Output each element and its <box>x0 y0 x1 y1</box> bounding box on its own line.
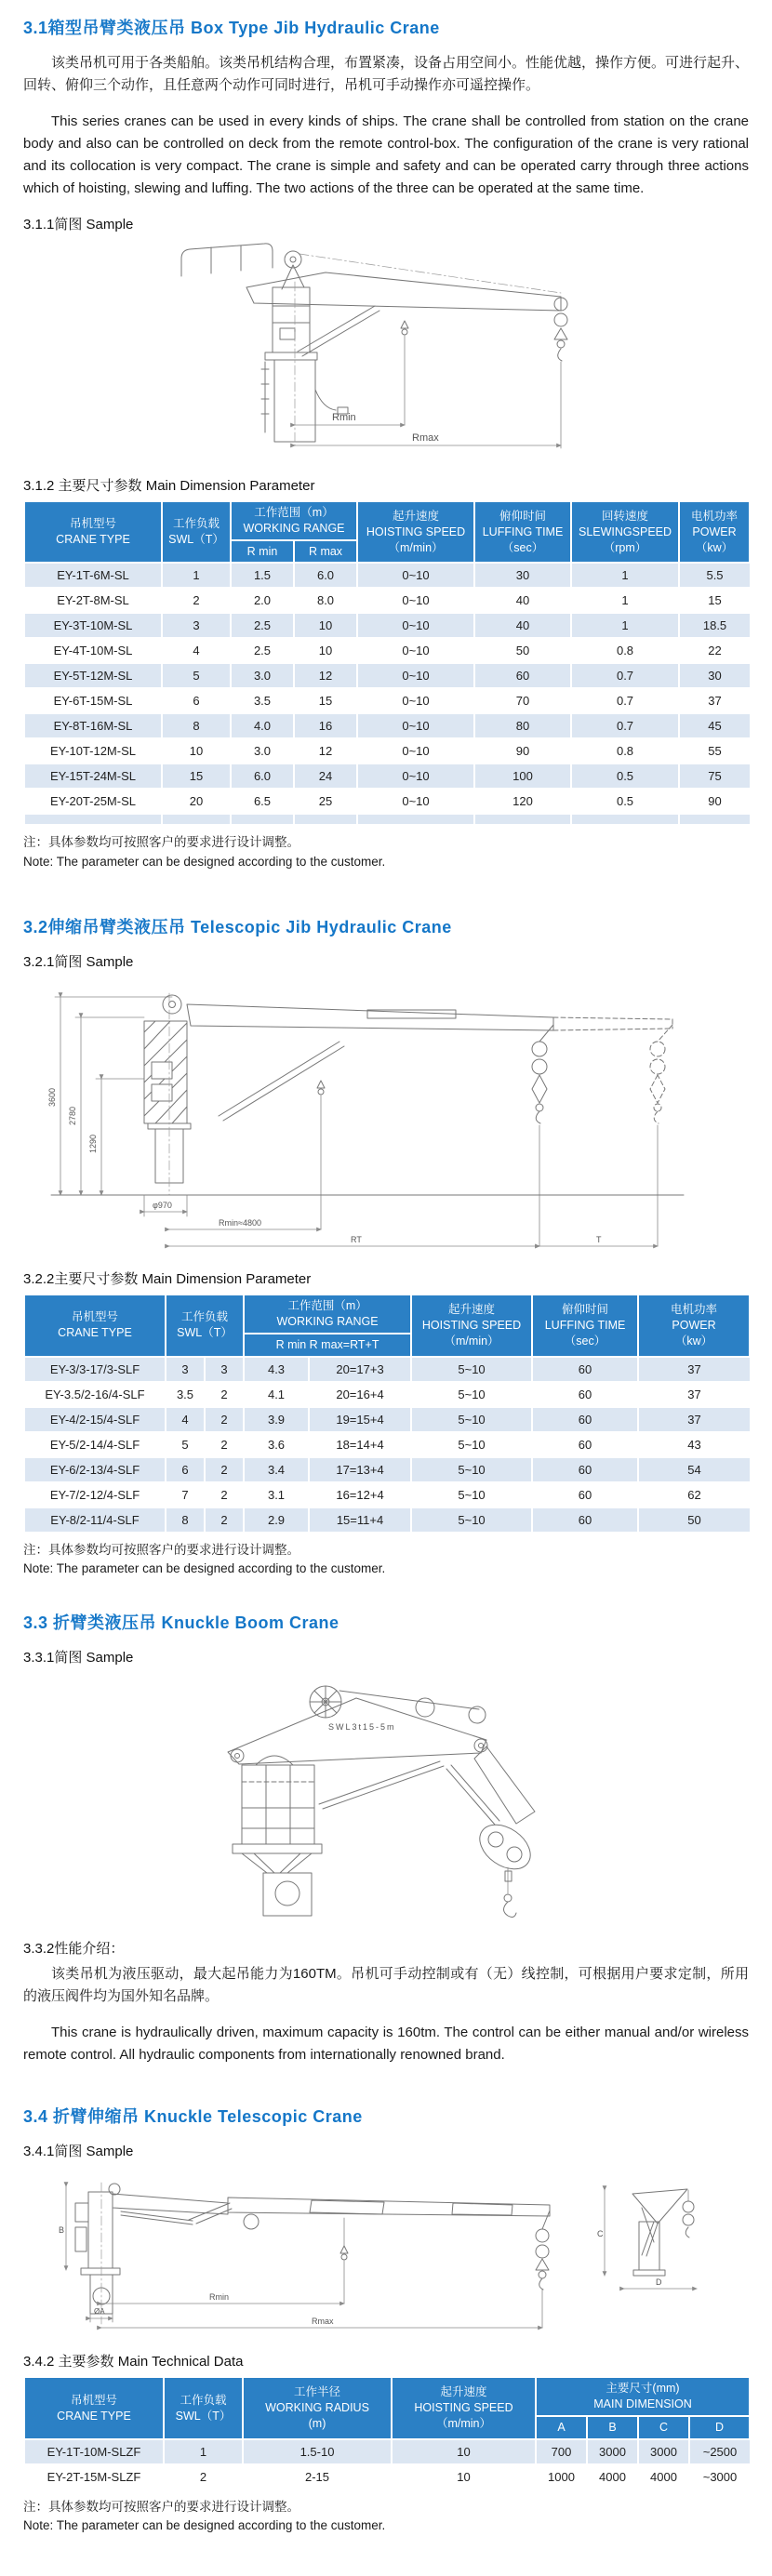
table-cell: 75 <box>679 764 750 789</box>
table-cell: EY-6/2-13/4-SLF <box>24 1457 166 1482</box>
table-row <box>24 1482 750 1507</box>
table-cell: 3.0 <box>231 738 294 764</box>
dim-label-2780: 2780 <box>68 1106 77 1125</box>
table-row <box>24 789 750 814</box>
table-cell: 3.1 <box>244 1482 309 1507</box>
section-3-2-title: 3.2伸缩吊臂类液压吊 Telescopic Jib Hydraulic Crane <box>23 917 452 936</box>
table-cell: 2 <box>162 588 231 613</box>
table-row <box>24 588 750 613</box>
table-cell: 15 <box>679 588 750 613</box>
table-cell: 0~10 <box>357 588 474 613</box>
table-cell: 15=11+4 <box>309 1507 411 1532</box>
table-cell: 2 <box>205 1432 244 1457</box>
dim-label-3600: 3600 <box>47 1087 57 1107</box>
table-cell: EY-6T-15M-SL <box>24 688 162 713</box>
telescopic-parameter-table-container <box>23 1294 749 1532</box>
table-cell: 19=15+4 <box>309 1407 411 1432</box>
boom-swl-label: SWL3t15-5m <box>328 1722 396 1733</box>
section-3-1-paragraph-en: This series cranes can be used in every kinds of ships. The crane shall be controlled from station on the crane body and also can be controlled on deck from the remote control-box. The configuration of the crane is very rational and its collocation is very compact. The crane is simple and safety and can be operated carry through three actions which of hoisting, slewing and luffing. The two actions of the three can be operated at the same time. <box>23 113 749 197</box>
note-3-1 <box>23 833 749 871</box>
section-3-4-1-heading: 3.4.1简图 Sample <box>23 2144 134 2160</box>
table-header-cell: 工作负载 SWL（T） <box>166 1295 244 1357</box>
section-3-4-2-heading: 3.4.2 主要参数 Main Technical Data <box>23 2354 244 2370</box>
table-cell: 0~10 <box>357 613 474 638</box>
table-cell: 10 <box>392 2439 536 2464</box>
parameter-table <box>23 500 751 825</box>
table-cell: 2 <box>205 1457 244 1482</box>
table-row <box>24 563 750 588</box>
table-cell: 0~10 <box>357 764 474 789</box>
table-cell: 120 <box>474 789 571 814</box>
knuckle-boom-crane-drawing <box>116 1672 600 1925</box>
table-row <box>24 2439 750 2464</box>
table-cell: 2 <box>205 1407 244 1432</box>
table-cell: EY-2T-15M-SLZF <box>24 2464 164 2489</box>
table-header-cell: B <box>587 2416 638 2439</box>
knuckle-telescopic-parameter-table-container <box>23 2376 749 2489</box>
parameter-table <box>23 1294 751 1532</box>
table-cell: 4.1 <box>244 1382 309 1407</box>
table-cell: 15 <box>294 688 357 713</box>
table-cell: 4000 <box>587 2464 638 2489</box>
table-cell: 50 <box>638 1507 750 1532</box>
table-cell: 0~10 <box>357 563 474 588</box>
table-cell: 37 <box>638 1407 750 1432</box>
table-header-cell: 起升速度 HOISTING SPEED （m/min） <box>357 501 474 564</box>
table-cell: 0~10 <box>357 789 474 814</box>
table-cell: 25 <box>294 789 357 814</box>
table-cell: 4.0 <box>231 713 294 738</box>
table-row <box>24 1507 750 1532</box>
table-header-cell: 工作范围（m） WORKING RANGE <box>231 501 357 540</box>
table-cell: 7 <box>166 1482 205 1507</box>
table-cell: EY-1T-10M-SLZF <box>24 2439 164 2464</box>
table-cell: 40 <box>474 613 571 638</box>
table-cell: EY-2T-8M-SL <box>24 588 162 613</box>
table-cell: 0~10 <box>357 738 474 764</box>
table-cell: 0~10 <box>357 638 474 663</box>
table-row <box>24 713 750 738</box>
table-cell: 4000 <box>638 2464 689 2489</box>
table-cell: 100 <box>474 764 571 789</box>
dim-label-rmax4: Rmax <box>312 2317 334 2327</box>
table-cell: 3.6 <box>244 1432 309 1457</box>
table-header-cell: 吊机型号 CRANE TYPE <box>24 2377 164 2439</box>
note-3-1-en: Note: The parameter can be designed according to the customer. <box>23 854 386 869</box>
table-cell: 2 <box>205 1382 244 1407</box>
telescopic-jib-crane-drawing <box>33 976 739 1255</box>
table-cell: 2.9 <box>244 1507 309 1532</box>
table-cell: 0.8 <box>571 738 679 764</box>
table-cell: 20=16+4 <box>309 1382 411 1407</box>
section-3-1-title: 3.1箱型吊臂类液压吊 Box Type Jib Hydraulic Crane <box>23 19 440 37</box>
table-cell: ~3000 <box>689 2464 750 2489</box>
table-cell: 10 <box>162 738 231 764</box>
table-row <box>24 688 750 713</box>
table-cell: 3.0 <box>231 663 294 688</box>
table-header-cell: 工作负载 SWL（T） <box>162 501 231 564</box>
table-cell: 6 <box>166 1457 205 1482</box>
table-header-cell: 工作负载 SWL（T） <box>164 2377 243 2439</box>
parameter-table <box>23 2376 751 2489</box>
table-cell: EY-3.5/2-16/4-SLF <box>24 1382 166 1407</box>
table-cell: EY-20T-25M-SL <box>24 789 162 814</box>
section-3-3-title: 3.3 折臂类液压吊 Knuckle Boom Crane <box>23 1613 339 1633</box>
note-3-2-en: Note: The parameter can be designed according to the customer. <box>23 1560 386 1575</box>
table-cell: 43 <box>638 1432 750 1457</box>
table-cell: 3 <box>162 613 231 638</box>
table-row <box>24 613 750 638</box>
table-cell: 45 <box>679 713 750 738</box>
table-row <box>24 638 750 663</box>
table-cell: 55 <box>679 738 750 764</box>
dim-label-b: B <box>59 2225 65 2236</box>
table-row <box>24 1407 750 1432</box>
table-row <box>24 814 750 824</box>
table-cell: 2-15 <box>243 2464 392 2489</box>
table-cell: 2.5 <box>231 638 294 663</box>
table-cell: 90 <box>474 738 571 764</box>
table-cell: 5~10 <box>411 1357 532 1382</box>
section-3-3-1-heading: 3.3.1简图 Sample <box>23 1650 134 1666</box>
box-jib-parameter-table-container <box>23 500 749 825</box>
table-header-cell: A <box>536 2416 587 2439</box>
section-3-1-2-heading: 3.1.2 主要尺寸参数 Main Dimension Parameter <box>23 477 315 494</box>
table-cell: 0~10 <box>357 663 474 688</box>
table-cell: 10 <box>294 638 357 663</box>
table-header-cell: 吊机型号 CRANE TYPE <box>24 501 162 564</box>
table-cell <box>24 814 162 824</box>
table-cell: EY-10T-12M-SL <box>24 738 162 764</box>
table-cell: 3.5 <box>231 688 294 713</box>
table-cell <box>571 814 679 824</box>
dim-label-rmin: Rmin <box>332 411 356 423</box>
dim-label-1290: 1290 <box>88 1134 98 1153</box>
table-cell: 5 <box>166 1432 205 1457</box>
table-row <box>24 1357 750 1382</box>
dim-label-base-dia4: ØA <box>94 2307 105 2317</box>
table-cell: 2 <box>164 2464 243 2489</box>
table-cell: EY-8/2-11/4-SLF <box>24 1507 166 1532</box>
table-cell: 37 <box>638 1357 750 1382</box>
section-3-3-paragraph-en: This crane is hydraulically driven, maximum capacity is 160tm. The control can be either manual and/or wireless remote control. All hydraulic components from internationally renowned brand. <box>23 2024 749 2063</box>
dim-label-t: T <box>596 1234 602 1244</box>
table-cell: 1 <box>571 613 679 638</box>
table-cell: EY-4/2-15/4-SLF <box>24 1407 166 1432</box>
table-cell: 16=12+4 <box>309 1482 411 1507</box>
table-cell: 62 <box>638 1482 750 1507</box>
table-cell: 0.7 <box>571 688 679 713</box>
dim-label-base-dia: φ970 <box>153 1200 172 1210</box>
note-3-2 <box>23 1541 749 1579</box>
table-cell: EY-5/2-14/4-SLF <box>24 1432 166 1457</box>
table-cell: ~2500 <box>689 2439 750 2464</box>
table-header-cell: 俯仰时间 LUFFING TIME （sec） <box>474 501 571 564</box>
table-cell: 54 <box>638 1457 750 1482</box>
dim-label-d: D <box>656 2277 662 2288</box>
table-cell: 2 <box>205 1482 244 1507</box>
table-cell: 1.5-10 <box>243 2439 392 2464</box>
table-cell: 60 <box>532 1507 638 1532</box>
table-header-cell: R min R max=RT+T <box>244 1334 411 1357</box>
table-cell: 2 <box>205 1507 244 1532</box>
table-row <box>24 1382 750 1407</box>
table-header-cell: 主要尺寸(mm) MAIN DIMENSION <box>536 2377 750 2416</box>
table-cell: 700 <box>536 2439 587 2464</box>
table-cell: 1 <box>571 563 679 588</box>
table-cell: 1 <box>164 2439 243 2464</box>
table-cell: 60 <box>532 1357 638 1382</box>
table-cell: 60 <box>474 663 571 688</box>
table-cell: EY-1T-6M-SL <box>24 563 162 588</box>
table-cell: 90 <box>679 789 750 814</box>
table-row <box>24 1432 750 1457</box>
section-3-3-paragraph-cn: 该类吊机为液压驱动，最大起吊能力为160TM。吊机可手动控制或有（无）线控制，可根据用户要求定制，所用的液压阀件均为国外知名品牌。 <box>23 1966 749 2005</box>
dim-label-rmax: Rmax <box>412 432 439 444</box>
table-cell: 3 <box>166 1357 205 1382</box>
table-cell: 3 <box>205 1357 244 1382</box>
table-cell <box>474 814 571 824</box>
table-cell: 1 <box>162 563 231 588</box>
table-cell: 2.0 <box>231 588 294 613</box>
box-jib-crane-drawing <box>126 239 609 462</box>
table-cell: 12 <box>294 663 357 688</box>
table-row <box>24 738 750 764</box>
table-header-cell: R min <box>231 540 294 564</box>
table-cell: 2.5 <box>231 613 294 638</box>
table-cell: 37 <box>638 1382 750 1407</box>
table-cell: 60 <box>532 1482 638 1507</box>
table-cell: 10 <box>392 2464 536 2489</box>
table-cell: 37 <box>679 688 750 713</box>
section-3-3-2-heading: 3.3.2性能介绍： <box>23 1941 125 1958</box>
table-cell <box>231 814 294 824</box>
table-cell: 0.7 <box>571 713 679 738</box>
dim-label-c: C <box>597 2229 604 2239</box>
table-cell: 20=17+3 <box>309 1357 411 1382</box>
table-cell: 0~10 <box>357 713 474 738</box>
table-cell: 16 <box>294 713 357 738</box>
section-3-1-paragraph-cn: 该类吊机可用于各类船舶。该类吊机结构合理，布置紧凑，设备占用空间小。性能优越，操作方便。可进行起升、回转、俯仰三个动作，且任意两个动作可同时进行，吊机可手动操作亦可遥控操作。 <box>23 55 750 94</box>
table-cell: 20 <box>162 789 231 814</box>
table-cell: EY-3/3-17/3-SLF <box>24 1357 166 1382</box>
table-cell: 3000 <box>587 2439 638 2464</box>
table-cell: 5~10 <box>411 1432 532 1457</box>
table-cell: 8 <box>166 1507 205 1532</box>
table-cell: 6 <box>162 688 231 713</box>
table-row <box>24 2464 750 2489</box>
table-cell: 10 <box>294 613 357 638</box>
table-cell: EY-7/2-12/4-SLF <box>24 1482 166 1507</box>
section-3-4-title: 3.4 折臂伸缩吊 Knuckle Telescopic Crane <box>23 2107 363 2127</box>
table-cell: 3.4 <box>244 1457 309 1482</box>
table-cell: 8 <box>162 713 231 738</box>
table-cell: 80 <box>474 713 571 738</box>
note-3-4-en: Note: The parameter can be designed according to the customer. <box>23 2518 386 2533</box>
table-header-cell: 电机功率 POWER （kw） <box>679 501 750 564</box>
table-cell: 3000 <box>638 2439 689 2464</box>
table-row <box>24 663 750 688</box>
knuckle-telescopic-crane-drawing <box>33 2166 739 2338</box>
table-header-cell: 工作范围（m） WORKING RANGE <box>244 1295 411 1334</box>
table-header-cell: 起升速度 HOISTING SPEED （m/min） <box>392 2377 536 2439</box>
table-cell: 17=13+4 <box>309 1457 411 1482</box>
table-cell: 0.8 <box>571 638 679 663</box>
table-cell: 22 <box>679 638 750 663</box>
table-cell: 5.5 <box>679 563 750 588</box>
table-cell: 60 <box>532 1457 638 1482</box>
table-cell: 1 <box>571 588 679 613</box>
table-cell: EY-5T-12M-SL <box>24 663 162 688</box>
table-cell: 0~10 <box>357 688 474 713</box>
note-3-2-cn: 注：具体参数均可按照客户的要求进行设计调整。 <box>23 1542 299 1557</box>
table-cell: 15 <box>162 764 231 789</box>
table-header-cell: D <box>689 2416 750 2439</box>
table-cell: 4.3 <box>244 1357 309 1382</box>
table-cell: 4 <box>162 638 231 663</box>
table-cell <box>679 814 750 824</box>
table-header-cell: C <box>638 2416 689 2439</box>
table-cell: 18.5 <box>679 613 750 638</box>
table-cell: 60 <box>532 1382 638 1407</box>
table-header-cell: R max <box>294 540 357 564</box>
table-cell: 6.0 <box>294 563 357 588</box>
table-cell: 3.5 <box>166 1382 205 1407</box>
section-3-2-1-heading: 3.2.1简图 Sample <box>23 953 134 970</box>
table-cell: 6.5 <box>231 789 294 814</box>
table-cell: EY-8T-16M-SL <box>24 713 162 738</box>
table-cell: 1000 <box>536 2464 587 2489</box>
table-cell: 5 <box>162 663 231 688</box>
table-cell: 3.9 <box>244 1407 309 1432</box>
table-cell: 6.0 <box>231 764 294 789</box>
dim-label-rmin4: Rmin <box>209 2292 230 2303</box>
table-cell: 0.7 <box>571 663 679 688</box>
table-cell: 4 <box>166 1407 205 1432</box>
table-cell: EY-4T-10M-SL <box>24 638 162 663</box>
table-cell: 24 <box>294 764 357 789</box>
table-cell: 60 <box>532 1407 638 1432</box>
table-cell: EY-15T-24M-SL <box>24 764 162 789</box>
table-cell: 70 <box>474 688 571 713</box>
section-3-2-2-heading: 3.2.2主要尺寸参数 Main Dimension Parameter <box>23 1270 312 1287</box>
table-cell: 5~10 <box>411 1457 532 1482</box>
table-cell: 5~10 <box>411 1407 532 1432</box>
table-cell: 8.0 <box>294 588 357 613</box>
table-cell: 18=14+4 <box>309 1432 411 1457</box>
table-cell: 60 <box>532 1432 638 1457</box>
table-header-cell: 俯仰时间 LUFFING TIME （sec） <box>532 1295 638 1357</box>
table-header-cell: 起升速度 HOISTING SPEED （m/min） <box>411 1295 532 1357</box>
table-header-cell: 回转速度 SLEWINGSPEED （rpm） <box>571 501 679 564</box>
note-3-4 <box>23 2498 749 2536</box>
table-cell: 50 <box>474 638 571 663</box>
table-cell: 5~10 <box>411 1507 532 1532</box>
table-cell: 30 <box>474 563 571 588</box>
dim-label-rt: RT <box>351 1234 362 1244</box>
table-cell: 1.5 <box>231 563 294 588</box>
table-cell: 0.5 <box>571 789 679 814</box>
table-cell: 40 <box>474 588 571 613</box>
table-cell: 5~10 <box>411 1482 532 1507</box>
table-cell: 30 <box>679 663 750 688</box>
table-cell: 0.5 <box>571 764 679 789</box>
table-cell: 5~10 <box>411 1382 532 1407</box>
section-3-1-1-heading: 3.1.1简图 Sample <box>23 216 134 232</box>
note-3-4-cn: 注：具体参数均可按照客户的要求进行设计调整。 <box>23 2499 299 2514</box>
table-row <box>24 1457 750 1482</box>
table-cell: EY-3T-10M-SL <box>24 613 162 638</box>
table-cell <box>294 814 357 824</box>
table-cell <box>162 814 231 824</box>
note-3-1-cn: 注：具体参数均可按照客户的要求进行设计调整。 <box>23 835 299 850</box>
table-header-cell: 电机功率 POWER （kw） <box>638 1295 750 1357</box>
table-header-cell: 工作半径 WORKING RADIUS (m) <box>243 2377 392 2439</box>
table-cell <box>357 814 474 824</box>
table-cell: 12 <box>294 738 357 764</box>
dim-label-rmin2: Rmin≈4800 <box>219 1217 261 1228</box>
table-row <box>24 764 750 789</box>
table-header-cell: 吊机型号 CRANE TYPE <box>24 1295 166 1357</box>
